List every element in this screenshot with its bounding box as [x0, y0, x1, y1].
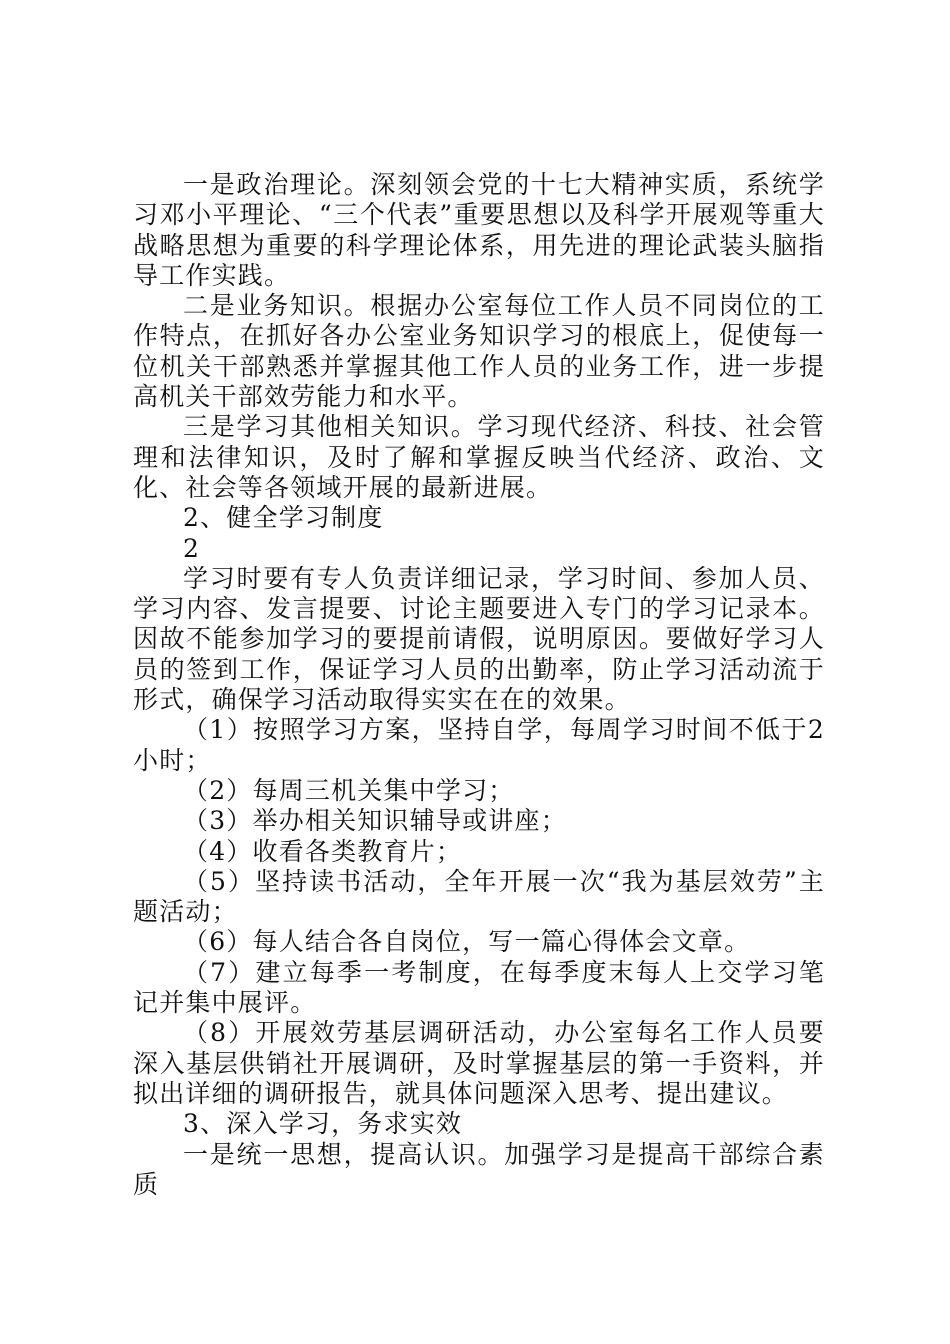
- document-body: [133, 170, 825, 1200]
- list-item: （1）按照学习方案，坚持自学，每周学习时间不低于2小时；: [133, 715, 825, 775]
- page-number: 2: [183, 533, 201, 563]
- list-item: （8）开展效劳基层调研活动，办公室每名工作人员要深入基层供销社开展调研，及时掌握基层的第一手资料，并拟出详细的调研报告，就具体问题深入思考、提出建议。: [133, 1018, 825, 1108]
- paragraph-study-records: 学习时要有专人负责详细记录，学习时间、参加人员、学习内容、发言提要、讨论主题要进入专门的学习记录本。因故不能参加学习的要提前请假，说明原因。要做好学习人员的签到工作，保证学习人员的出勤率，防止学习活动流于形式，确保学习活动取得实实在在的效果。: [133, 563, 825, 715]
- paragraph-other-knowledge: 三是学习其他相关知识。学习现代经济、科技、社会管理和法律知识，及时了解和掌握反映当代经济、政治、文化、社会等各领域开展的最新进展。: [133, 412, 825, 502]
- section-heading-study-system: 2、健全学习制度: [183, 503, 384, 533]
- list-item: （3）举办相关知识辅导或讲座；: [183, 806, 567, 836]
- paragraph-unify-thinking: 一是统一思想，提高认识。加强学习是提高干部综合素质: [133, 1139, 825, 1199]
- list-item: （5）坚持读书活动，全年开展一次“我为基层效劳”主题活动；: [133, 866, 825, 927]
- paragraph-business-knowledge: 二是业务知识。根据办公室每位工作人员不同岗位的工作特点，在抓好各办公室业务知识学习的根底上，促使每一位机关干部熟悉并掌握其他工作人员的业务工作，进一步提高机关干部效劳能力和水平。: [133, 291, 825, 412]
- list-item: （2）每周三机关集中学习；: [183, 775, 515, 805]
- section-heading-deep-study: 3、深入学习，务求实效: [183, 1109, 463, 1139]
- list-item: （7）建立每季一考制度，在每季度末每人上交学习笔记并集中展评。: [133, 957, 825, 1018]
- list-item: （6）每人结合各自岗位，写一篇心得体会文章。: [183, 927, 751, 957]
- paragraph-political-theory: 一是政治理论。深刻领会党的十七大精神实质，系统学习邓小平理论、“三个代表”重要思想以及科学开展观等重大战略思想为重要的科学理论体系，用先进的理论武装头脑指导工作实践。: [133, 170, 825, 290]
- list-item: （4）收看各类教育片；: [183, 836, 463, 866]
